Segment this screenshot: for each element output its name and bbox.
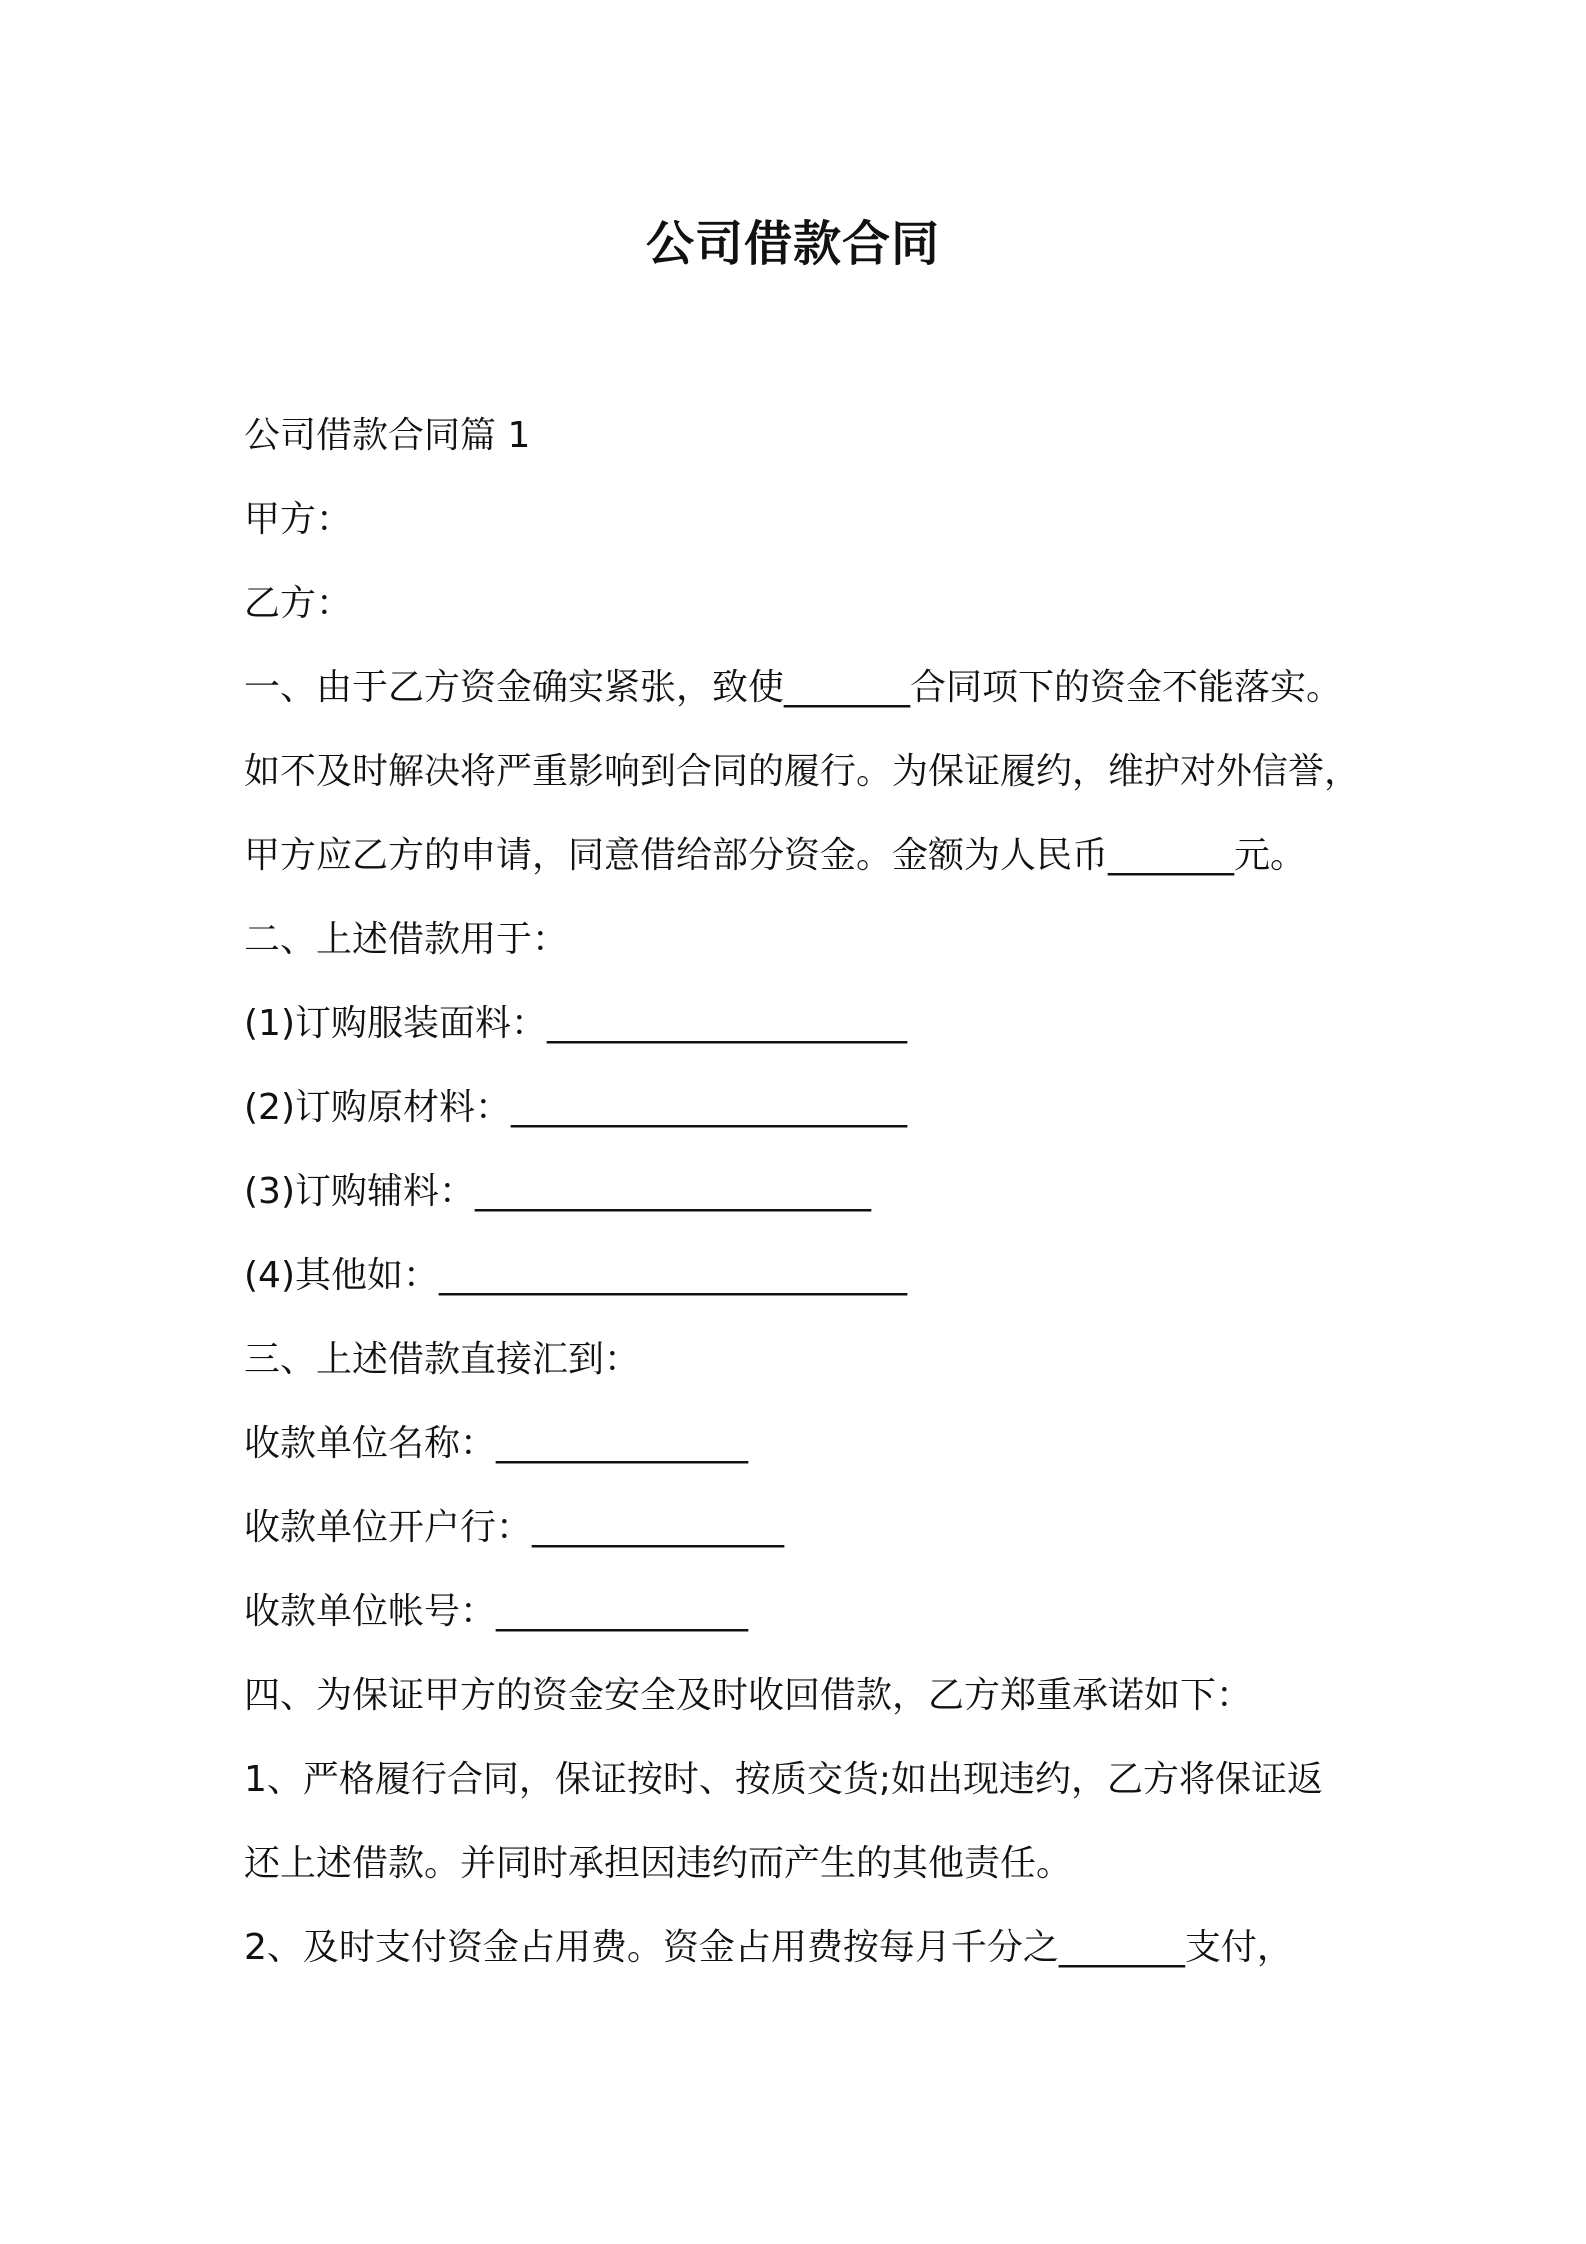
clause-1-line-2: 如不及时解决将严重影响到合同的履行。为保证履约，维护对外信誉， — [244, 751, 1361, 792]
document-title: 公司借款合同 — [645, 216, 940, 272]
use-item-3: (3)订购辅料：______________________ — [244, 1171, 871, 1212]
clause-3-heading: 三、上述借款直接汇到： — [244, 1339, 641, 1380]
clause-1-line-3: 甲方应乙方的申请，同意借给部分资金。金额为人民币_______元。 — [244, 835, 1307, 876]
party-b-line: 乙方： — [244, 583, 353, 624]
clause-1-line-1: 一、由于乙方资金确实紧张，致使_______合同项下的资金不能落实。 — [244, 667, 1343, 708]
party-a-line: 甲方： — [244, 499, 353, 540]
payee-bank-line: 收款单位开户行：______________ — [244, 1507, 785, 1548]
commitment-1-line-1: 1、严格履行合同，保证按时、按质交货;如出现违约，乙方将保证返 — [244, 1759, 1324, 1800]
payee-account-line: 收款单位帐号：______________ — [244, 1591, 749, 1632]
use-item-1: (1)订购服装面料：____________________ — [244, 1003, 907, 1044]
payee-name-line: 收款单位名称：______________ — [244, 1423, 749, 1464]
use-item-4: (4)其他如：__________________________ — [244, 1255, 907, 1296]
commitment-2-line-1: 2、及时支付资金占用费。资金占用费按每月千分之_______支付， — [244, 1927, 1293, 1968]
clause-4-heading: 四、为保证甲方的资金安全及时收回借款，乙方郑重承诺如下： — [244, 1675, 1253, 1716]
clause-2-heading: 二、上述借款用于： — [244, 919, 569, 960]
use-item-2: (2)订购原材料：______________________ — [244, 1087, 907, 1128]
commitment-1-line-2: 还上述借款。并同时承担因违约而产生的其他责任。 — [244, 1843, 1073, 1884]
document-body — [244, 404, 1364, 2000]
section-heading: 公司借款合同篇 1 — [244, 415, 531, 456]
